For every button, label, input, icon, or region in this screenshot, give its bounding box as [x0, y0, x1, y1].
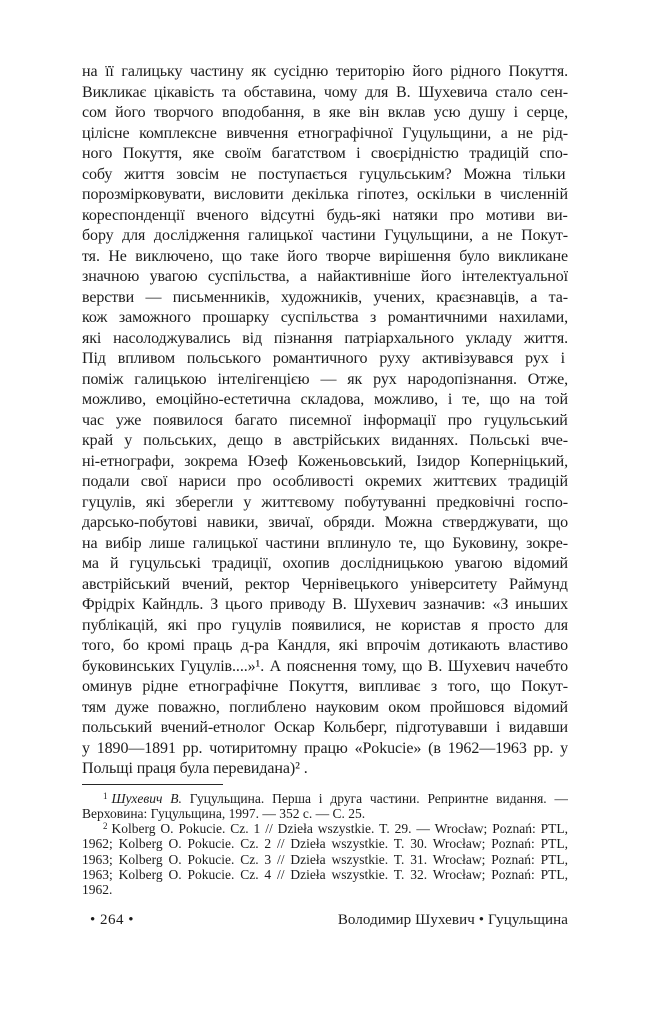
- footnote-line: Верховина: Гуцульщина, 1997. — 352 с. — С. 25.: [82, 805, 366, 821]
- footnote-line: 1962.: [82, 882, 113, 898]
- text-line: поміж галицькою інтелігенцією — як рух народопізнання. Отже,: [82, 370, 568, 388]
- text-line: тя. Не виключено, що таке його творче вирішення було викликане: [82, 247, 568, 265]
- footnote-block: [82, 784, 568, 898]
- footnote-line: $^2$ Kolberg O. Pokucie. Cz. 1 // Dzieła wszystkie. T. 29. — Wrocław; Poznań: PTL,: [103, 821, 568, 837]
- text-line: значною увагою суспільства, а найактивніше його інтелектуальної: [82, 268, 568, 285]
- text-line: верстви — письменників, художників, учених, краєзнавців, а та-: [82, 288, 568, 306]
- running-title: Володимир Шухевич • Гуцульщина: [337, 912, 568, 928]
- text-line: тям дуже поважно, поглиблено науковим оком пройшовся відомий: [82, 698, 568, 716]
- footnote-author-italic: Шухевич В.: [111, 790, 182, 806]
- text-line: польський вчений-етнолог Оскар Кольберг, підготувавши і видавши: [82, 719, 568, 736]
- text-line: ма й гуцульські традиції, охопив дослідницькою увагою відомий: [82, 555, 568, 572]
- text-line: край у польських, дещо в австрійських виданнях. Польські вче-: [82, 432, 568, 449]
- footnotes: [82, 791, 568, 898]
- text-line: кореспонденції вченого відсутні будь-які натяки про мотиви ви-: [82, 206, 568, 224]
- page-footer: [82, 911, 568, 929]
- text-line: на вибір лише галицької частини вплинуло те, що Буковину, зокре-: [82, 534, 568, 552]
- text-line: можливо, емоційно-естетична складова, можливо, і те, що на той: [82, 391, 568, 408]
- text-line: Викликає цікавість та обставина, чому для В. Шухевича стало сен-: [82, 83, 568, 101]
- page-number: • 264 •: [90, 912, 135, 928]
- text-line: дарсько-побутові навики, звичаї, обряди. Можна стверджувати, що: [82, 514, 568, 531]
- text-line: час уже появилося багато писемної інформації про гуцульський: [82, 411, 568, 429]
- text-line: кож заможного прошарку суспільства з романтичними нахилами,: [82, 309, 568, 326]
- text-line: які насолоджувались від пізнання патріархального укладу життя.: [82, 329, 568, 347]
- text-line: бору для дослідження галицької частини Гуцульщини, а не Покут-: [82, 227, 568, 244]
- body-paragraph: [82, 62, 568, 780]
- text-line: австрійський вчений, ректор Чернівецького університету Раймунд: [82, 575, 568, 593]
- text-line: Під впливом польського романтичного руху активізувався рух і: [82, 350, 565, 367]
- footnote-line: $^1$ Шухевич В. Гуцульщина. Перша і друга частини. Репринтне видання. —: [103, 790, 568, 806]
- text-line: публікацій, які про гуцулів появилися, не користав я просто для: [82, 616, 568, 634]
- footnote-line: 1963; Kolberg O. Pokucie. Cz. 3 // Dzieła wszystkie. T. 31. Wrocław; Poznań: PTL,: [82, 851, 568, 867]
- text-line: буковинських Гуцулів....»¹. А пояснення тому, що В. Шухевич начебто: [82, 657, 568, 675]
- text-line: собу життя зовсім не поступається гуцульським? Можна тільки: [82, 165, 566, 183]
- text-line: оминув рідне етнографічне Покуття, випливає з того, що Покут-: [82, 678, 568, 695]
- text-line: на її галицьку частину як сусідню територію його рідного Покуття.: [82, 63, 568, 80]
- text-line: у 1890—1891 рр. чотиритомну працю «Pokucie» (в 1962—1963 рр. у: [82, 739, 568, 757]
- footnote-line: 1962; Kolberg O. Pokucie. Cz. 2 // Dzieła wszystkie. T. 30. Wrocław; Poznań: PTL,: [82, 836, 568, 852]
- text-line: Польщі праця була перевидана)² .: [82, 760, 308, 777]
- text-line: порозмірковувати, висловити декілька гіпотез, оскільки в численній: [82, 186, 568, 203]
- text-line: подали свої нариси про особливості окремих життєвих традицій: [82, 473, 568, 490]
- footnote-marker: 1: [103, 790, 108, 801]
- text-line: сом його творчого вподобання, в яке він вклав усю душу і серце,: [82, 104, 568, 121]
- text-block: [82, 62, 568, 898]
- text-line: ні-етнографи, зокрема Юзеф Коженьовський, Ізидор Коперніцький,: [82, 452, 568, 470]
- text-line: Фрідріх Кайндль. З цього приводу В. Шухевич зазначив: «З иньших: [82, 596, 568, 613]
- footnote-line: 1963; Kolberg O. Pokucie. Cz. 4 // Dzieła wszystkie. T. 32. Wrocław; Poznań: PTL,: [82, 866, 568, 882]
- footnote-marker: 2: [103, 821, 108, 832]
- footnote-separator-rule: [82, 784, 223, 785]
- text-line: ного Покуття, яке своїм багатством і своєрідністю традицій спо-: [82, 145, 568, 162]
- text-line: того, бо кромі праць д-ра Кандля, які впрочім дотикають властиво: [82, 637, 568, 654]
- text-line: гуцулів, які зберегли у життєвому побутуванні предковічні госпо-: [82, 493, 568, 511]
- text-line: цілісне комплексне вивчення етнографічної Гуцульщини, а не рід-: [82, 124, 568, 142]
